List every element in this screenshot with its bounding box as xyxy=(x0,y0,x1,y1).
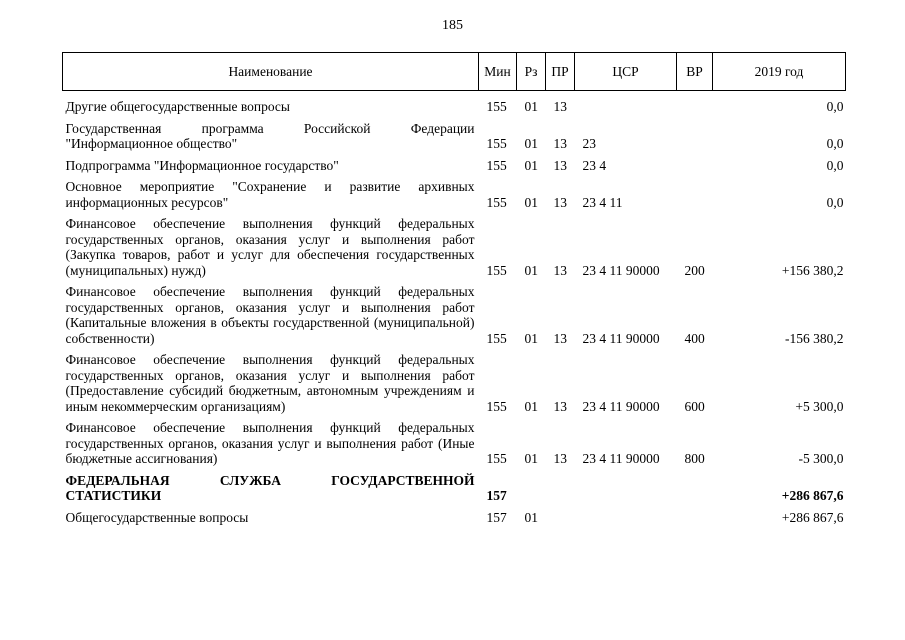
table-row xyxy=(63,158,846,180)
row-name: Основное мероприятие "Сохранение и развитие архивных информационных ресурсов" xyxy=(65,179,475,210)
row-vr: 800 xyxy=(684,451,705,466)
header-pr: ПР xyxy=(546,53,575,91)
page-number: 185 xyxy=(442,18,463,33)
row-year: 0,0 xyxy=(826,99,844,114)
table-row xyxy=(63,284,846,352)
table-row xyxy=(63,216,846,284)
row-vr: 600 xyxy=(684,398,705,414)
row-pr xyxy=(546,510,575,532)
row-pr: 13 xyxy=(553,136,567,151)
row-pr: 13 xyxy=(553,194,567,210)
row-name: Финансовое обеспечение выполнения функций федеральных государственных органов, оказания услуг и выполнения работ (Предоставление субсидий бюджетным, автономным учреждениям и иным некоммерческим организациям) xyxy=(65,352,475,414)
row-rz: 01 xyxy=(524,451,538,466)
row-csr: 23 4 11 xyxy=(582,194,623,210)
table-row-section xyxy=(63,473,846,510)
row-vr: 400 xyxy=(684,330,705,346)
row-rz: 01 xyxy=(524,509,538,525)
header-year: 2019 год xyxy=(713,53,846,91)
row-name: Другие общегосударственные вопросы xyxy=(65,99,290,114)
row-min: 157 xyxy=(486,509,507,525)
row-min: 155 xyxy=(486,194,507,210)
row-min: 155 xyxy=(486,262,507,278)
row-year: 0,0 xyxy=(826,136,844,151)
row-rz: 01 xyxy=(524,157,538,173)
row-pr: 13 xyxy=(553,99,567,114)
row-csr: 23 4 11 90000 xyxy=(582,398,660,414)
budget-table xyxy=(62,52,846,531)
row-name: Общегосударственные вопросы xyxy=(65,509,249,525)
header-name: Наименование xyxy=(63,53,479,91)
row-pr: 13 xyxy=(553,262,567,278)
row-year: +5 300,0 xyxy=(795,398,844,414)
row-name: Государственная программа Российской Федерации "Информационное общество" xyxy=(65,120,475,151)
row-year: -5 300,0 xyxy=(798,451,844,466)
header-min: Мин xyxy=(479,53,517,91)
row-rz: 01 xyxy=(524,262,538,278)
header-csr: ЦСР xyxy=(575,53,677,91)
row-name: ФЕДЕРАЛЬНАЯ СЛУЖБА ГОСУДАРСТВЕННОЙ СТАТИСТИКИ xyxy=(65,472,475,503)
row-csr: 23 xyxy=(582,136,596,151)
row-year: 0,0 xyxy=(826,194,844,210)
row-name: Финансовое обеспечение выполнения функций федеральных государственных органов, оказания услуг и выполнения работ (Капитальные вложения в объекты государственной (муниципальной) собственности) xyxy=(65,284,475,346)
row-year: -156 380,2 xyxy=(785,330,844,346)
row-csr: 23 4 11 90000 xyxy=(582,262,660,278)
row-rz: 01 xyxy=(524,330,538,346)
row-pr: 13 xyxy=(553,451,567,466)
row-vr xyxy=(677,121,713,158)
row-min: 157 xyxy=(486,488,507,503)
row-min: 155 xyxy=(486,330,507,346)
row-rz xyxy=(517,473,546,510)
row-vr xyxy=(677,510,713,532)
table-row xyxy=(63,179,846,216)
row-rz: 01 xyxy=(524,398,538,414)
header-rz: Рз xyxy=(517,53,546,91)
row-name: Подпрограмма "Информационное государство" xyxy=(65,157,339,173)
row-min: 155 xyxy=(486,99,507,114)
row-csr xyxy=(575,91,677,121)
row-min: 155 xyxy=(486,398,507,414)
table-row xyxy=(63,352,846,420)
row-year: +156 380,2 xyxy=(781,262,844,278)
table-row xyxy=(63,91,846,121)
row-pr: 13 xyxy=(553,157,567,173)
row-min: 155 xyxy=(486,451,507,466)
row-name: Финансовое обеспечение выполнения функций федеральных государственных органов, оказания услуг и выполнения работ (Закупка товаров, работ и услуг для обеспечения государственных (муниципальных) нужд) xyxy=(65,216,475,278)
table-row xyxy=(63,510,846,532)
row-csr: 23 4 11 90000 xyxy=(582,451,660,466)
row-vr: 200 xyxy=(684,262,705,278)
row-name: Финансовое обеспечение выполнения функций федеральных государственных органов, оказания услуг и выполнения работ (Иные бюджетные ассигнования) xyxy=(65,420,475,466)
row-min: 155 xyxy=(486,136,507,151)
row-csr xyxy=(575,510,677,532)
row-rz: 01 xyxy=(524,136,538,151)
row-vr xyxy=(677,473,713,510)
table-row xyxy=(63,121,846,158)
table-row xyxy=(63,420,846,473)
row-pr: 13 xyxy=(553,398,567,414)
row-pr: 13 xyxy=(553,330,567,346)
row-csr xyxy=(575,473,677,510)
row-vr xyxy=(677,158,713,180)
row-vr xyxy=(677,179,713,216)
row-csr: 23 4 11 90000 xyxy=(582,330,660,346)
table-header-row xyxy=(63,53,846,91)
row-csr: 23 4 xyxy=(582,157,607,173)
row-rz: 01 xyxy=(524,99,538,114)
row-rz: 01 xyxy=(524,194,538,210)
row-year: +286 867,6 xyxy=(781,509,844,525)
header-vr: ВР xyxy=(677,53,713,91)
row-year: 0,0 xyxy=(826,157,844,173)
row-pr xyxy=(546,473,575,510)
row-year: +286 867,6 xyxy=(781,488,844,503)
row-min: 155 xyxy=(486,157,507,173)
row-vr xyxy=(677,91,713,121)
